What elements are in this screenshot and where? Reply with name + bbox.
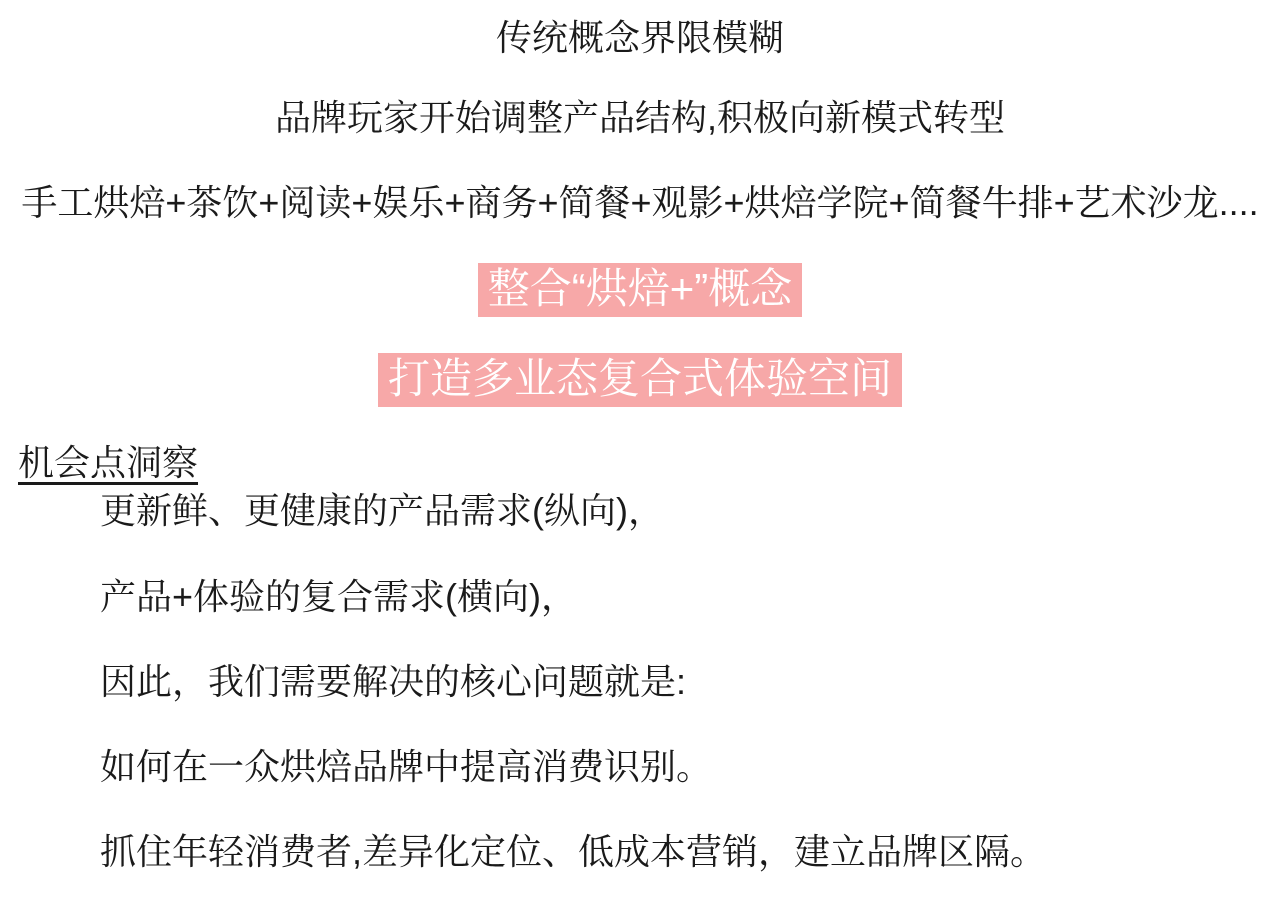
section-heading-opportunity-insight: 机会点洞察	[18, 442, 199, 483]
highlight-bakery-plus-concept: 整合“烘焙+”概念	[478, 263, 803, 317]
title-line-blur-concept: 传统概念界限模糊	[495, 17, 784, 58]
highlight-multi-format-space: 打造多业态复合式体验空间	[378, 353, 902, 407]
highlight-row-1	[0, 263, 1280, 317]
body-line-consumer-recognition: 如何在一众烘焙品牌中提高消费识别。	[100, 746, 713, 787]
body-line-product-experience-demand: 产品+体验的复合需求(横向)，	[100, 576, 578, 617]
title-line-bakery-plus-list: 手工烘焙+茶饮+阅读+娱乐+商务+简餐+观影+烘焙学院+简餐牛排+艺术沙龙....	[21, 182, 1259, 223]
body-line-young-consumers-positioning: 抓住年轻消费者,差异化定位、低成本营销，建立品牌区隔。	[100, 831, 1047, 872]
highlight-row-2	[0, 353, 1280, 407]
title-line-brand-transform: 品牌玩家开始调整产品结构,积极向新模式转型	[274, 97, 1005, 138]
body-line-core-problem: 因此，我们需要解决的核心问题就是:	[100, 661, 687, 702]
body-line-fresh-healthy-demand: 更新鲜、更健康的产品需求(纵向)，	[100, 490, 664, 531]
